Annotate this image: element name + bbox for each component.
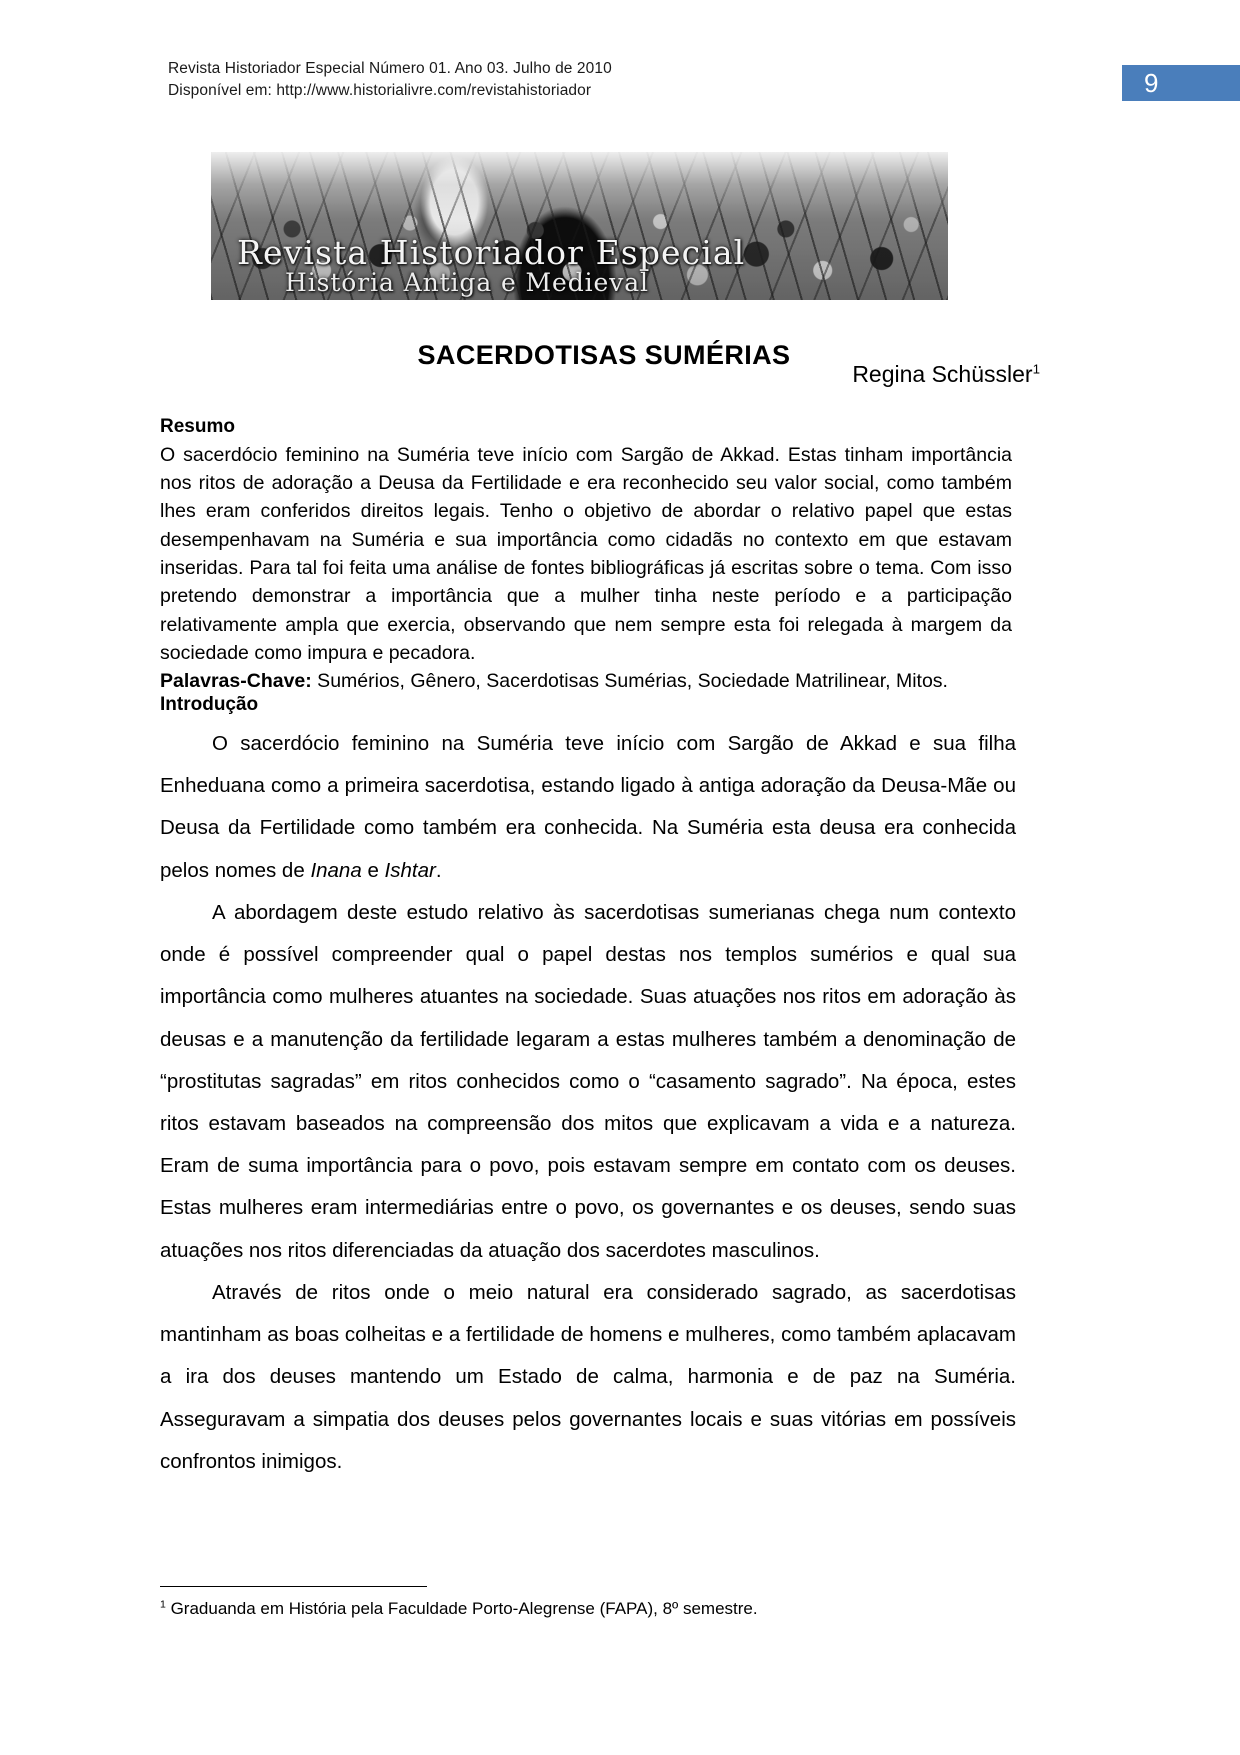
body-content (160, 723, 1016, 1483)
body-paragraph-3: Através de ritos onde o meio natural era considerado sagrado, as sacerdotisas mantinham as boas colheitas e a fertilidade de homens e mulheres, como também aplacavam a ira dos deuses mantendo um Estado de calma, harmonia e de paz na Suméria. Asseguravam a simpatia dos deuses pelos governantes locais e suas vitórias em possíveis confrontos inimigos. (160, 1280, 1016, 1473)
abstract-heading: Resumo (160, 416, 235, 437)
deity-name-ishtar: Ishtar (384, 858, 436, 882)
footnote-text: Graduanda em História pela Faculdade Porto-Alegrense (FAPA), 8º semestre. (165, 1599, 758, 1618)
banner-subtitle: História Antiga e Medieval (285, 268, 649, 297)
keywords-text: Sumérios, Gênero, Sacerdotisas Sumérias, Sociedade Matrilinear, Mitos. (311, 670, 948, 693)
footnote-1 (160, 1596, 1020, 1622)
page-title: SACERDOTISAS SUMÉRIAS (417, 340, 791, 371)
abstract-text: O sacerdócio feminino na Suméria teve início com Sargão de Akkad. Estas tinham importância nos ritos de adoração a Deusa da Fertilidade e era reconhecido seu valor social, como também lhes eram conferidos direitos legais. Tenho o objetivo de abordar o relativo papel que estas desempenhavam na Suméria e sua importância como cidadãs no contexto em que estavam inseridas. Para tal foi feita uma análise de fontes bibliográficas já escritas sobre o tema. Com isso pretendo demonstrar a importância que a mulher tinha neste período e a participação relativamente ampla que exercia, observando que nem sempre esta foi relegada à margem da sociedade como impura e pecadora. (160, 443, 1012, 665)
journal-banner-image (211, 152, 948, 300)
keywords-line (160, 667, 1012, 695)
author-byline (168, 361, 1040, 388)
running-header-line-1: Revista Historiador Especial Número 01. Ano 03. Julho de 2010 (168, 60, 612, 77)
body-paragraph-1-part-a: O sacerdócio feminino na Suméria teve início com Sargão de Akkad e sua filha Enheduana como a primeira sacerdotisa, estando ligado à antiga adoração da Deusa-Mãe ou Deusa da Fertilidade como também era conhecida. Na Suméria esta deusa era conhecida pelos nomes de (160, 732, 1016, 882)
body-paragraph-1-part-c: . (435, 858, 442, 882)
running-header (168, 58, 612, 102)
body-paragraph-1 (160, 723, 1016, 892)
abstract-section (160, 413, 1012, 696)
body-paragraph-1-part-b: e (361, 858, 385, 882)
keywords-label: Palavras-Chave: (160, 670, 312, 693)
footnote-marker: 1 (160, 1598, 166, 1611)
section-heading-introducao: Introdução (160, 693, 259, 715)
author-name: Regina Schüssler (852, 361, 1033, 387)
footnote-separator-rule (160, 1586, 427, 1587)
running-header-line-2: Disponível em: http://www.historialivre.com/revistahistoriador (168, 82, 592, 99)
deity-name-inana: Inana (310, 858, 362, 882)
banner-title: Revista Historiador Especial (237, 233, 746, 272)
body-paragraph-2: A abordagem deste estudo relativo às sacerdotisas sumerianas chega num contexto onde é possível compreender qual o papel destas nos templos sumérios e qual sua importância como mulheres atuantes na sociedade. Suas atuações nos ritos em adoração às deusas e a manutenção da fertilidade legaram a estas mulheres também a denominação de “prostitutas sagradas” em ritos conhecidos como o “casamento sagrado”. Na época, estes ritos estavam baseados na compreensão dos mitos que explicavam a vida e a natureza. Eram de suma importância para o povo, pois estavam sempre em contato com os deuses. Estas mulheres eram intermediárias entre o povo, os governantes e os deuses, sendo suas atuações nos ritos diferenciadas da atuação dos sacerdotes masculinos. (160, 900, 1016, 1262)
page-number-badge: 9 (1122, 65, 1240, 101)
author-footnote-marker: 1 (1032, 361, 1040, 377)
